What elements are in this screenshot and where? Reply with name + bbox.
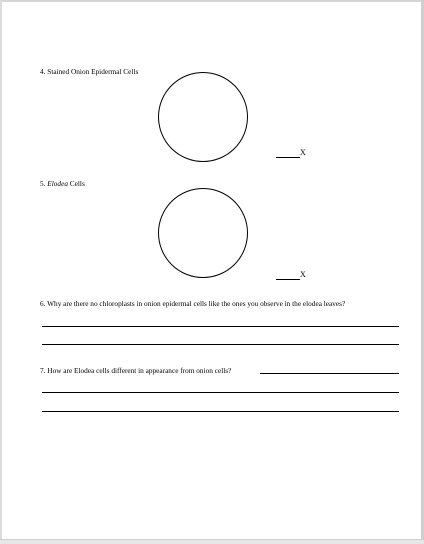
question-7-text: 7. How are Elodea cells different in appearance from onion cells? xyxy=(40,366,232,375)
question-5-species: Elodea xyxy=(47,179,68,188)
window-bottom-border xyxy=(0,539,424,544)
question-5-magnification-x: X xyxy=(300,270,306,279)
question-4-label: 4. Stained Onion Epidermal Cells xyxy=(40,67,139,76)
question-5-suffix: Cells xyxy=(67,179,85,188)
question-4-drawing-circle xyxy=(158,72,248,162)
question-4-magnification-blank[interactable] xyxy=(276,157,300,158)
question-5-label xyxy=(40,179,85,188)
question-5-drawing-circle xyxy=(158,188,248,278)
question-6-answer-line-1[interactable] xyxy=(42,326,399,327)
question-6-text: 6. Why are there no chloroplasts in onion epidermal cells like the ones you observe in the elodea leaves? xyxy=(40,299,346,308)
question-5-magnification-blank[interactable] xyxy=(276,279,300,280)
question-6-answer-line-2[interactable] xyxy=(42,344,399,345)
document-page xyxy=(2,2,421,539)
question-7-answer-inline-line[interactable] xyxy=(260,373,399,374)
question-7-answer-line-2[interactable] xyxy=(42,411,399,412)
question-5-number: 5. xyxy=(40,179,48,188)
question-4-magnification-x: X xyxy=(300,148,306,157)
question-7-answer-line-1[interactable] xyxy=(42,392,399,393)
